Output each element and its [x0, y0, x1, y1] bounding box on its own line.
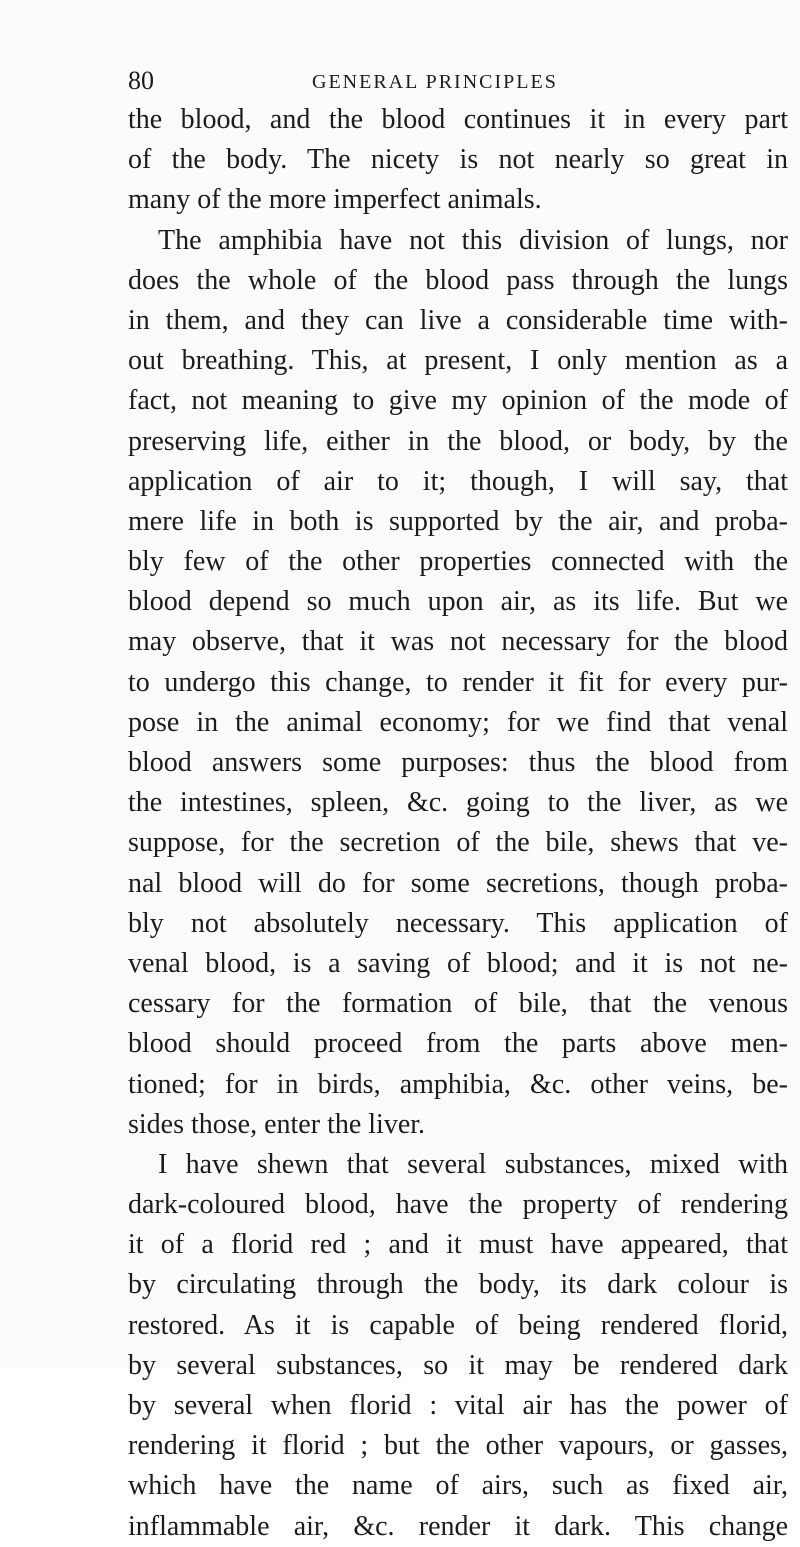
text-line: by several when florid : vital air has the power of [128, 1390, 788, 1421]
text-line: does the whole of the blood pass through the lungs [128, 264, 788, 296]
text-line: sides those, enter the liver. [128, 1108, 426, 1140]
text-line: out breathing. This, at present, I only mention as a [128, 345, 788, 377]
text-line: nal blood will do for some secretions, though proba- [128, 867, 788, 899]
text-line: by circulating through the body, its dark colour is [128, 1269, 788, 1301]
text-line: rendering it florid ; but the other vapours, or gasses, [128, 1430, 788, 1462]
running-title: GENERAL PRINCIPLES [312, 71, 558, 93]
text-line: by several substances, so it may be rendered dark [128, 1349, 788, 1381]
text-line: preserving life, either in the blood, or body, by the [128, 425, 788, 457]
text-line: may observe, that it was not necessary for the blood [128, 626, 788, 658]
body-text [128, 100, 788, 1547]
text-line: blood depend so much upon air, as its life. But we [128, 586, 788, 618]
text-line: suppose, for the secretion of the bile, shews that ve- [128, 827, 788, 859]
text-line: I have shewn that several substances, mixed with [158, 1148, 788, 1180]
text-line: restored. As it is capable of being rendered florid, [128, 1309, 788, 1341]
text-line: many of the more imperfect animals. [128, 184, 542, 216]
text-line: bly few of the other properties connected with the [128, 546, 788, 578]
text-line: tioned; for in birds, amphibia, &c. other veins, be- [128, 1068, 788, 1100]
text-line: bly not absolutely necessary. This application of [128, 907, 788, 939]
text-line: to undergo this change, to render it fit for every pur- [128, 666, 788, 698]
text-line: fact, not meaning to give my opinion of the mode of [128, 385, 788, 417]
text-line: inflammable air, &c. render it dark. This change [128, 1510, 788, 1542]
text-line: in them, and they can live a considerable time with- [128, 304, 788, 336]
text-line: blood answers some purposes: thus the blood from [128, 747, 788, 778]
text-line: venal blood, is a saving of blood; and it is not ne- [128, 947, 788, 979]
text-line: the intestines, spleen, &c. going to the liver, as we [128, 787, 788, 819]
text-line: dark-coloured blood, have the property of rendering [128, 1189, 788, 1221]
text-line: of the body. The nicety is not nearly so great in [128, 144, 788, 176]
text-line: mere life in both is supported by the air, and proba- [128, 505, 788, 537]
text-line: which have the name of airs, such as fixed air, [128, 1470, 788, 1502]
text-line: pose in the animal economy; for we find that venal [128, 706, 788, 738]
text-line: The amphibia have not this division of lungs, nor [158, 224, 788, 256]
text-line: it of a florid red ; and it must have appeared, that [128, 1229, 788, 1261]
page-number: 80 [128, 66, 154, 95]
text-line: the blood, and the blood continues it in every part [128, 104, 788, 135]
text-line: blood should proceed from the parts above men- [128, 1028, 788, 1060]
text-line: application of air to it; though, I will say, that [128, 465, 788, 497]
text-line: cessary for the formation of bile, that the venous [128, 988, 788, 1020]
